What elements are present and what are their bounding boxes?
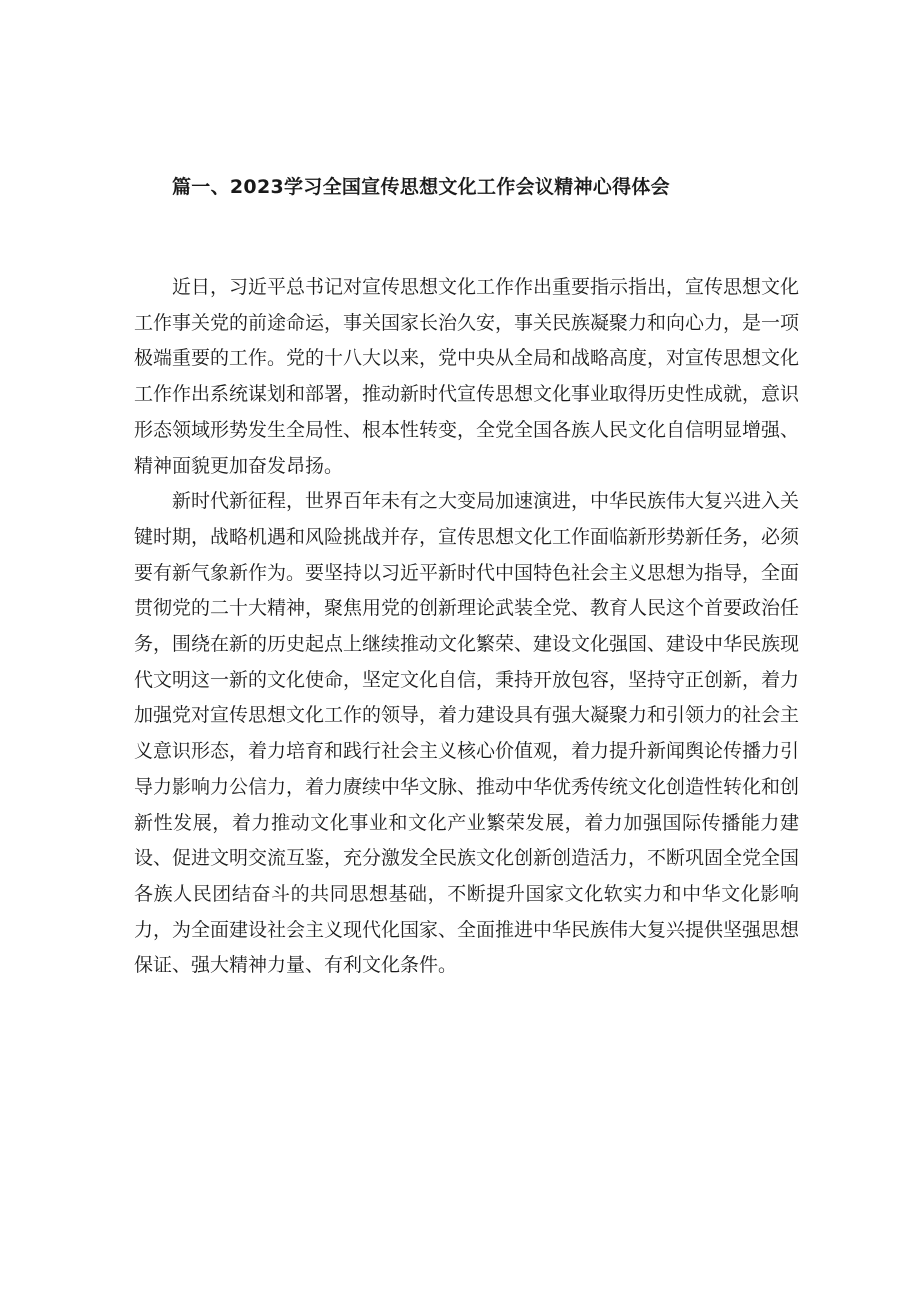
document-title: 篇一、2023学习全国宣传思想文化工作会议精神心得体会 — [172, 176, 670, 198]
paragraph-2: 新时代新征程，世界百年未有之大变局加速演进，中华民族伟大复兴进入关键时期，战略机遇和风险挑战并存，宣传思想文化工作面临新形势新任务，必须要有新气象新作为。要坚持以习近平新时代中国特色社会主义思想为指导，全面贯彻党的二十大精神，聚焦用党的创新理论武装全党、教育人民这个首要政治任务，围绕在新的历史起点上继续推动文化繁荣、建设文化强国、建设中华民族现代文明这一新的文化使命，坚定文化自信，秉持开放包容，坚持守正创新，着力加强党对宣传思想文化工作的领导，着力建设具有强大凝聚力和引领力的社会主义意识形态，着力培育和践行社会主义核心价值观，着力提升新闻舆论传播力引导力影响力公信力，着力赓续中华文脉、推动中华优秀传统文化创造性转化和创新性发展，着力推动文化事业和文化产业繁荣发展，着力加强国际传播能力建设、促进文明交流互鉴，充分激发全民族文化创新创造活力，不断巩固全党全国各族人民团结奋斗的共同思想基础，不断提升国家文化软实力和中华文化影响力，为全面建设社会主义现代化国家、全面推进中华民族伟大复兴提供坚强思想保证、强大精神力量、有利文化条件。 — [134, 490, 800, 977]
document-body — [134, 270, 799, 984]
paragraph-1: 近日，习近平总书记对宣传思想文化工作作出重要指示指出，宣传思想文化工作事关党的前途命运，事关国家长治久安，事关民族凝聚力和向心力，是一项极端重要的工作。党的十八大以来，党中央从全局和战略高度，对宣传思想文化工作作出系统谋划和部署，推动新时代宣传思想文化事业取得历史性成就，意识形态领域形势发生全局性、根本性转变，全党全国各族人民文化自信明显增强、精神面貌更加奋发昂扬。 — [134, 276, 800, 477]
